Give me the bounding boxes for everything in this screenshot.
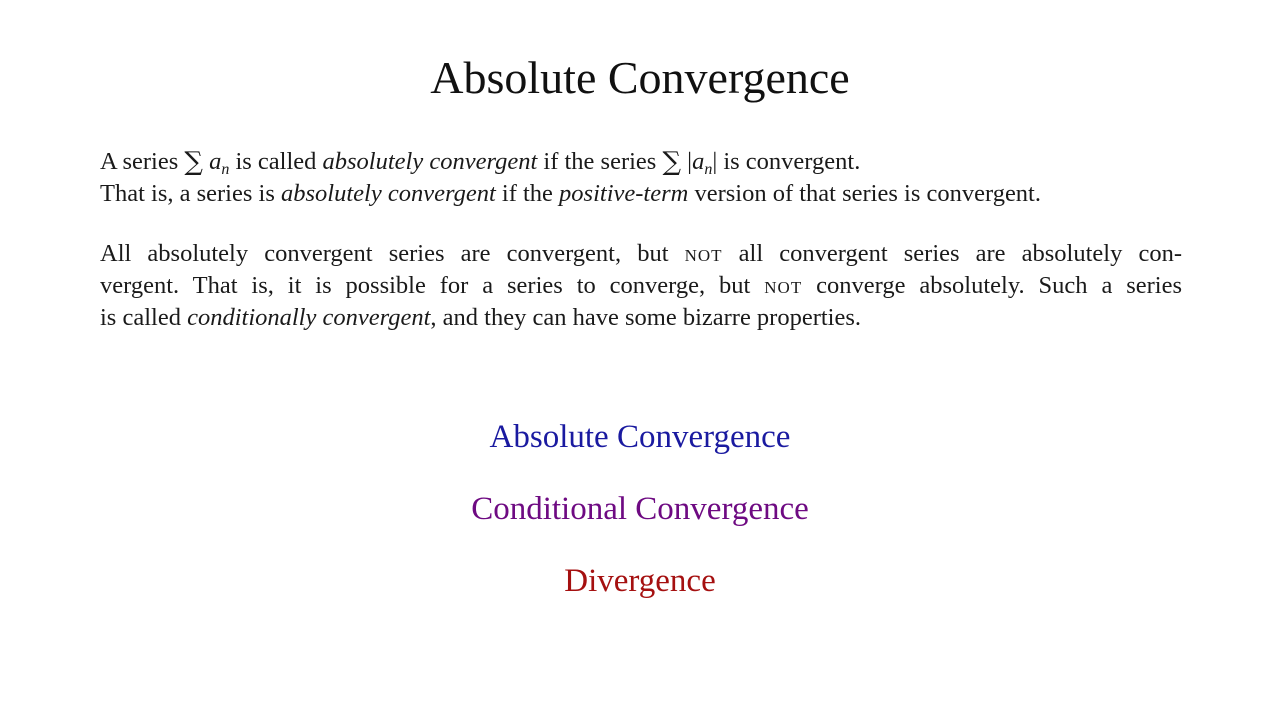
page-title: Absolute Convergence bbox=[430, 52, 850, 103]
option-divergence: Divergence bbox=[564, 563, 716, 599]
text-segment: version of that series is convergent. bbox=[688, 180, 1041, 207]
small-caps-not: not bbox=[684, 240, 723, 267]
definition-paragraph bbox=[100, 146, 1182, 210]
option-conditional-convergence: Conditional Convergence bbox=[471, 491, 809, 527]
emphasis-absolutely-convergent: absolutely convergent bbox=[281, 180, 496, 207]
text-segment: if the bbox=[495, 180, 560, 207]
option-absolute-convergence: Absolute Convergence bbox=[489, 419, 791, 455]
math-a: a bbox=[692, 148, 705, 175]
text-segment: converge absolutely. Such a series bbox=[802, 272, 1183, 299]
sum-symbol: ∑ bbox=[662, 147, 682, 177]
emphasis-absolutely-convergent: absolutely convergent bbox=[322, 148, 538, 175]
math-a: a bbox=[209, 148, 222, 175]
sum-symbol: ∑ bbox=[184, 147, 203, 177]
text-segment: , and they can have some bizarre properties. bbox=[430, 304, 862, 331]
small-caps-not: not bbox=[764, 272, 803, 299]
explanation-paragraph bbox=[100, 238, 1182, 334]
emphasis-positive-term: positive-term bbox=[559, 180, 689, 207]
text-segment: A series bbox=[100, 148, 185, 175]
emphasis-conditionally-convergent: conditionally convergent bbox=[187, 304, 431, 331]
text-segment: That is, a series is bbox=[100, 180, 281, 207]
text-segment: is called bbox=[100, 304, 188, 331]
text-segment: vergent. That is, it is possible for a series to converge, but bbox=[100, 272, 765, 299]
explanation-line-2 bbox=[100, 270, 1182, 302]
definition-line-2 bbox=[100, 178, 1182, 210]
abs-bar: | bbox=[712, 148, 718, 175]
text-segment: is convergent. bbox=[717, 148, 861, 175]
explanation-line-1 bbox=[100, 238, 1182, 270]
definition-line-1 bbox=[100, 146, 1182, 178]
text-segment: is called bbox=[229, 148, 323, 175]
abs-bar: | bbox=[687, 148, 693, 175]
text-segment: All absolutely convergent series are convergent, but bbox=[100, 240, 685, 267]
math-subscript: n bbox=[221, 161, 230, 178]
math-subscript: n bbox=[704, 161, 713, 178]
text-segment: all convergent series are absolutely con- bbox=[722, 240, 1182, 267]
text-segment: if the series bbox=[537, 148, 663, 175]
explanation-line-3 bbox=[100, 302, 1182, 334]
